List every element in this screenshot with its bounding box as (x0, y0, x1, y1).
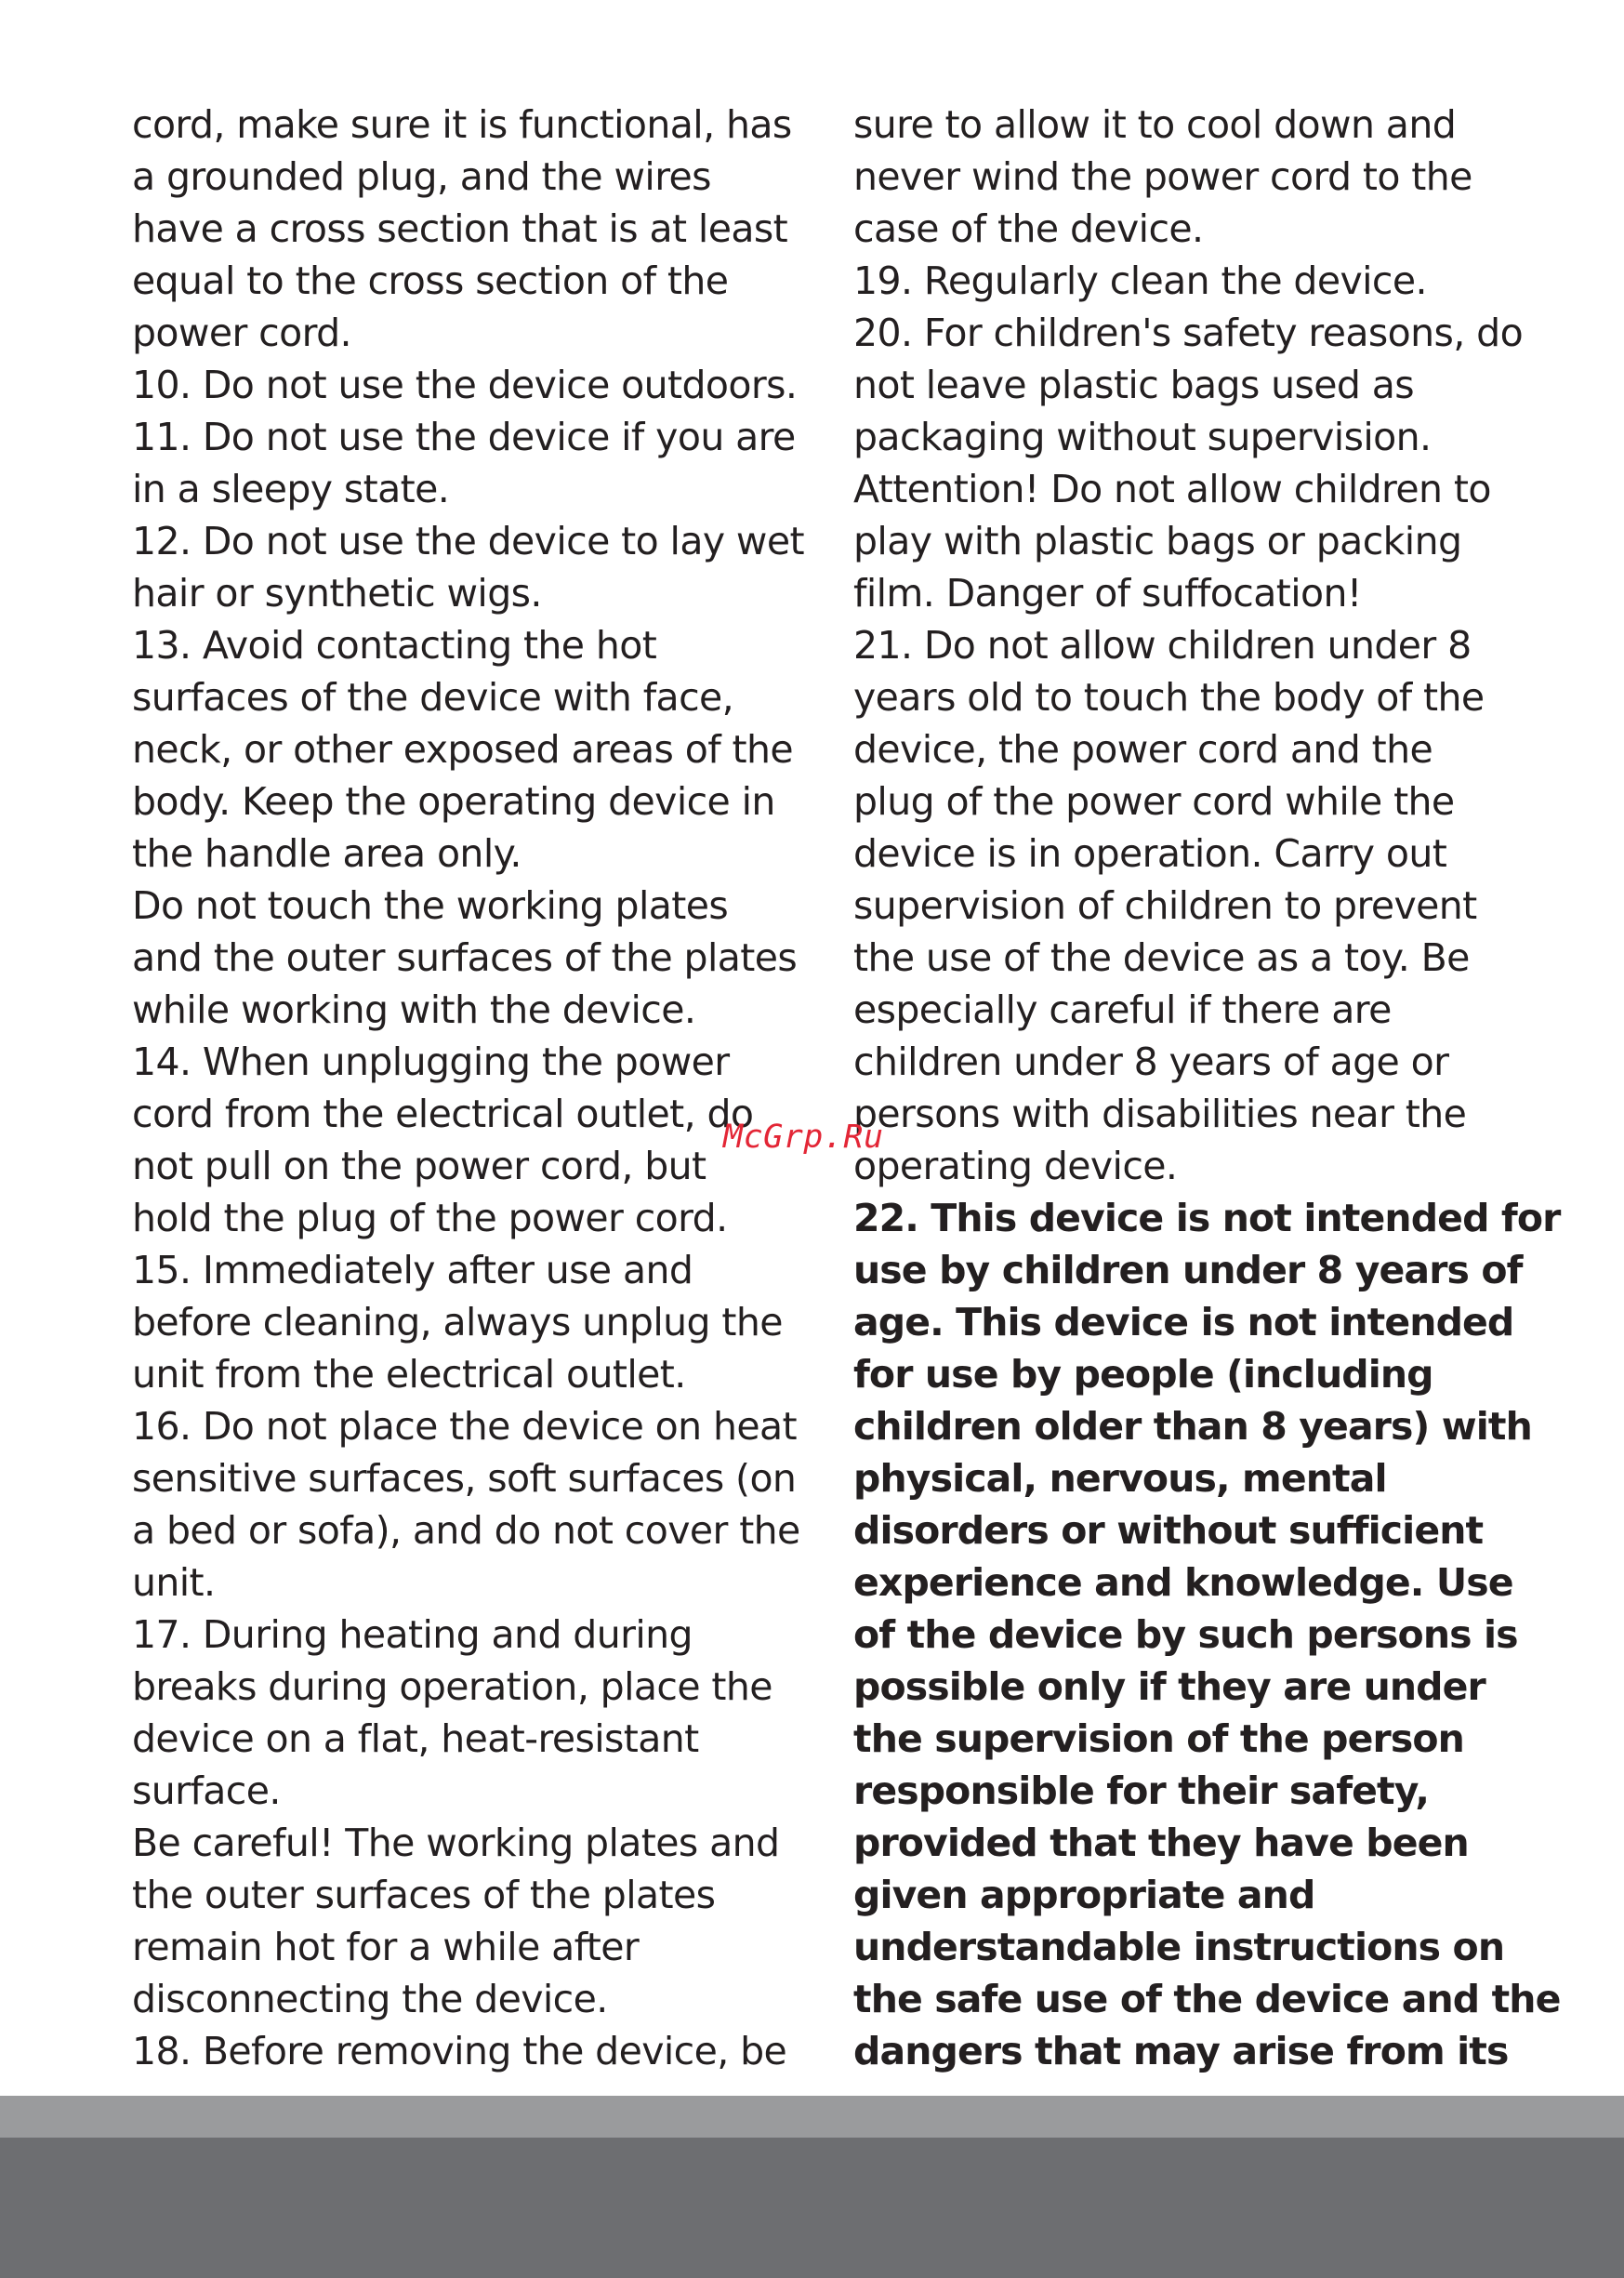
text-line: the outer surfaces of the plates (132, 1873, 716, 1917)
text-line: in a sleepy state. (132, 467, 450, 511)
text-line: the safe use of the device and the (853, 1977, 1561, 2021)
text-line: disconnecting the device. (132, 1977, 608, 2021)
text-line: unit. (132, 1560, 216, 1605)
left-text-column (132, 99, 838, 2077)
text-line: device, the power cord and the (853, 727, 1433, 772)
text-line: Do not touch the working plates (132, 883, 729, 928)
text-line: years old to touch the body of the (853, 675, 1485, 720)
text-line: breaks during operation, place the (132, 1664, 772, 1709)
text-line: 16. Do not place the device on heat (132, 1404, 797, 1449)
footer-band-dark (0, 2138, 1624, 2278)
text-line: persons with disabilities near the (853, 1092, 1467, 1136)
text-line: surfaces of the device with face, (132, 675, 734, 720)
text-line: remain hot for a while after (132, 1925, 640, 1969)
text-line: plug of the power cord while the (853, 779, 1455, 824)
text-line: use by children under 8 years of (853, 1248, 1523, 1292)
text-line: 17. During heating and during (132, 1612, 693, 1657)
text-line: 14. When unplugging the power (132, 1040, 730, 1084)
text-line: understandable instructions on (853, 1925, 1505, 1969)
text-line: dangers that may arise from its (853, 2029, 1509, 2073)
text-line: a grounded plug, and the wires (132, 154, 711, 199)
text-line: operating device. (853, 1144, 1178, 1188)
text-line: 13. Avoid contacting the hot (132, 623, 657, 668)
watermark-text: McGrp.Ru (723, 1119, 884, 1156)
text-line: packaging without supervision. (853, 415, 1432, 459)
text-line: neck, or other exposed areas of the (132, 727, 793, 772)
text-line: 15. Immediately after use and (132, 1248, 693, 1292)
text-line: device on a flat, heat-resistant (132, 1716, 699, 1761)
text-line: children under 8 years of age or (853, 1040, 1449, 1084)
text-line: 20. For children's safety reasons, do (853, 311, 1524, 355)
text-line: sure to allow it to cool down and (853, 102, 1457, 147)
text-line: provided that they have been (853, 1821, 1469, 1865)
text-line: cord, make sure it is functional, has (132, 102, 792, 147)
text-line: hair or synthetic wigs. (132, 571, 542, 616)
text-line: have a cross section that is at least (132, 206, 788, 251)
text-line: the handle area only. (132, 831, 522, 876)
text-line: unit from the electrical outlet. (132, 1352, 686, 1397)
text-line: Be careful! The working plates and (132, 1821, 780, 1865)
text-line: age. This device is not intended (853, 1300, 1514, 1344)
text-line: cord from the electrical outlet, do (132, 1092, 754, 1136)
text-line: 22. This device is not intended for (853, 1196, 1561, 1240)
text-line: experience and knowledge. Use (853, 1560, 1513, 1605)
text-line: not leave plastic bags used as (853, 363, 1415, 407)
text-line: possible only if they are under (853, 1664, 1485, 1709)
text-line: physical, nervous, mental (853, 1456, 1387, 1501)
text-line: body. Keep the operating device in (132, 779, 775, 824)
text-line: before cleaning, always unplug the (132, 1300, 783, 1344)
text-line: the use of the device as a toy. Be (853, 935, 1470, 980)
text-line: 12. Do not use the device to lay wet (132, 519, 804, 563)
text-line: never wind the power cord to the (853, 154, 1472, 199)
text-line: a bed or sofa), and do not cover the (132, 1508, 800, 1553)
text-line: responsible for their safety, (853, 1768, 1430, 1813)
text-line: 21. Do not allow children under 8 (853, 623, 1472, 668)
text-line: for use by people (including (853, 1352, 1433, 1397)
right-text-column (853, 99, 1597, 2077)
text-line: given appropriate and (853, 1873, 1315, 1917)
text-line: and the outer surfaces of the plates (132, 935, 798, 980)
text-line: sensitive surfaces, soft surfaces (on (132, 1456, 797, 1501)
text-line: equal to the cross section of the (132, 258, 729, 303)
text-line: 18. Before removing the device, be (132, 2029, 787, 2073)
text-line: not pull on the power cord, but (132, 1144, 706, 1188)
text-line: film. Danger of suffocation! (853, 571, 1362, 616)
text-line: 19. Regularly clean the device. (853, 258, 1427, 303)
text-line: the supervision of the person (853, 1716, 1464, 1761)
text-line: device is in operation. Carry out (853, 831, 1447, 876)
text-line: 11. Do not use the device if you are (132, 415, 796, 459)
text-line: while working with the device. (132, 987, 696, 1032)
text-line: Attention! Do not allow children to (853, 467, 1491, 511)
footer-band-light (0, 2096, 1624, 2138)
text-line: play with plastic bags or packing (853, 519, 1462, 563)
text-line: children older than 8 years) with (853, 1404, 1532, 1449)
text-line: surface. (132, 1768, 281, 1813)
text-line: especially careful if there are (853, 987, 1392, 1032)
text-line: supervision of children to prevent (853, 883, 1477, 928)
text-line: 10. Do not use the device outdoors. (132, 363, 798, 407)
text-line: disorders or without sufficient (853, 1508, 1484, 1553)
text-line: power cord. (132, 311, 351, 355)
text-line: hold the plug of the power cord. (132, 1196, 728, 1240)
text-line: of the device by such persons is (853, 1612, 1518, 1657)
text-line: case of the device. (853, 206, 1204, 251)
